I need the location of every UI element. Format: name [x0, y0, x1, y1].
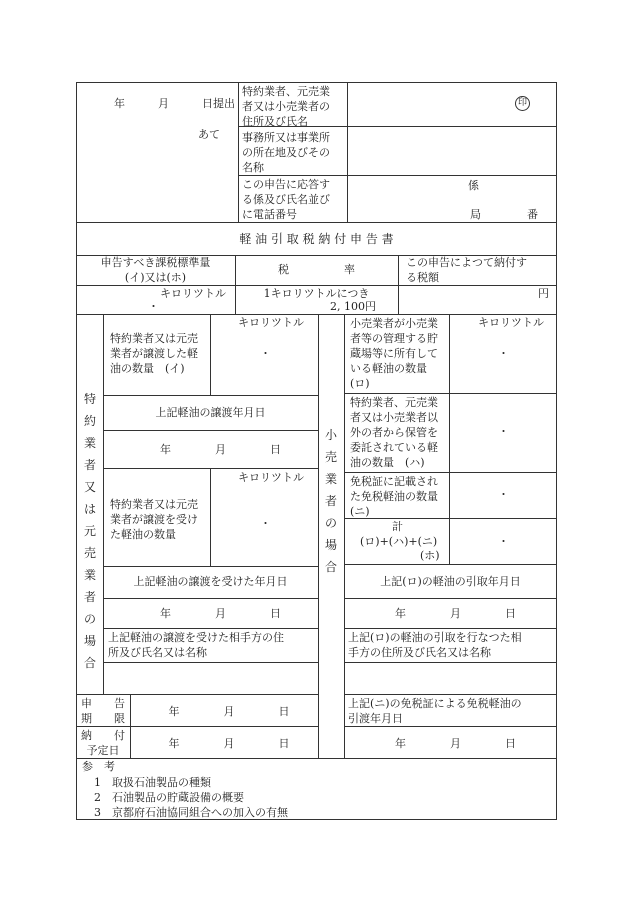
summary-bottom-line [76, 314, 557, 315]
left-dot-1: ・ [260, 347, 271, 360]
title-top-line [76, 222, 557, 223]
retailer-stock-label: 小売業者が小売業 者等の管理する貯 蔵場等に所有して いる軽油の数量 (ロ) [350, 317, 438, 390]
middle-col-right-line [344, 314, 345, 758]
filing-date: 年 月 日提出 [114, 97, 235, 110]
right-row-line-9 [344, 726, 557, 727]
right-dot-2: ・ [498, 425, 509, 438]
left-row-line-6 [103, 628, 318, 629]
left-label-col-line [103, 314, 104, 694]
payment-date-ymd: 年 月 日 [168, 737, 290, 750]
total-code: (ホ) [420, 549, 440, 562]
right-row-line-2 [344, 472, 557, 473]
exempt-delivery-label: 上記(ニ)の免税証による免税軽油の 引渡年月日 [348, 697, 522, 725]
contact-kakari: 係 [468, 179, 479, 192]
applicant-label: 特約業者、元売業 者又は小売業者の 住所及び氏名 [242, 85, 330, 128]
tax-rate-line1: 1キロリツトルにつき [263, 287, 370, 300]
received-date-label: 上記軽油の譲渡を受けた年月日 [133, 575, 288, 588]
reference-top-line [76, 758, 557, 759]
received-quantity-label: 特約業者又は元売 業者が譲渡を受け た軽油の数量 [110, 498, 198, 541]
contact-ban: 番 [527, 208, 538, 221]
header-divider-left [238, 82, 239, 222]
tax-amount-header: この申告によつて納付す る税額 [406, 256, 527, 284]
pickup-date-ymd: 年 月 日 [395, 607, 516, 620]
left-section-vertical-label: 特 約 業 者 又 は 元 売 業 者 の 場 合 [83, 392, 96, 670]
consigned-quantity-label: 特約業者、元売業 者又は小売業者以 外の者から保管を 委託されている軽 油の数量 (ハ) [350, 396, 438, 469]
right-row-line-1 [344, 393, 557, 394]
header-row-line-2 [238, 175, 557, 176]
office-label: 事務所又は事業所 の所在地及びその 名称 [242, 131, 330, 174]
contact-label: この申告に応答す る係及び氏名並び に電話番号 [242, 178, 330, 221]
addressee: あて [198, 128, 220, 141]
right-row-line-8 [344, 694, 557, 695]
left-sub-col-line-1 [210, 314, 211, 395]
reference-item-2: 2 石油製品の貯蔵設備の概要 [94, 791, 244, 804]
form-title: 軽 油 引 取 税 納 付 申 告 書 [239, 232, 394, 246]
pickup-date-label: 上記(ロ)の軽油の引取年月日 [380, 575, 521, 588]
left-sub-col-line-2 [210, 468, 211, 566]
right-row-line-6 [344, 628, 557, 629]
filing-deadline-label: 申 告 期 限 [81, 697, 125, 725]
left-row-line-2 [103, 430, 318, 431]
transfer-date-label: 上記軽油の譲渡年月日 [155, 406, 266, 419]
tax-rate-header: 税 率 [278, 263, 355, 276]
counterparty-label: 上記軽油の譲渡を受けた相手方の住 所及び氏名又は名称 [108, 631, 284, 659]
right-row-line-4 [344, 564, 557, 565]
received-date-ymd: 年 月 日 [160, 607, 281, 620]
left-unit-kl-2: キロリツトル [238, 471, 304, 484]
middle-col-left-line [318, 314, 319, 758]
total-formula: (ロ)+(ハ)+(ニ) [360, 535, 438, 548]
right-unit-kl: キロリツトル [478, 316, 544, 329]
left-row-line-1 [103, 395, 318, 396]
contact-kyoku: 局 [470, 208, 481, 221]
total-label: 計 [392, 520, 403, 533]
filing-deadline-ymd: 年 月 日 [168, 705, 290, 718]
taxable-quantity-header: 申告すべき課税標準量 (イ)又は(ホ) [100, 256, 211, 284]
right-dot-4: ・ [498, 535, 509, 548]
seal-mark: 印 [515, 96, 530, 111]
header-divider-right [347, 82, 348, 222]
pickup-party-label: 上記(ロ)の軽油の引取を行なつた相 手方の住所及び氏名又は名称 [348, 631, 522, 659]
exempt-delivery-ymd: 年 月 日 [395, 737, 516, 750]
summary-decimal-dot: ・ [148, 300, 159, 313]
transfer-date-ymd: 年 月 日 [160, 443, 281, 456]
left-row-line-5 [103, 598, 318, 599]
summary-mid-line [76, 285, 557, 286]
tax-rate-line2: 2, 100円 [330, 300, 376, 313]
summary-col-line-2 [398, 255, 399, 314]
right-dot-3: ・ [498, 488, 509, 501]
right-row-line-5 [344, 598, 557, 599]
reference-heading: 参 考 [82, 760, 115, 773]
right-dot-1: ・ [498, 347, 509, 360]
transferred-quantity-label: 特約業者又は元売 業者が譲渡した軽 油の数量 (イ) [110, 332, 198, 375]
reference-item-3: 3 京都府石油協同組合への加入の有無 [94, 806, 288, 819]
left-unit-kl-1: キロリツトル [238, 316, 304, 329]
left-dot-2: ・ [260, 517, 271, 530]
right-sub-col-line [449, 314, 450, 564]
left-row-line-7 [103, 662, 318, 663]
deadline-row-line [76, 726, 318, 727]
right-row-line-7 [344, 662, 557, 663]
reference-item-1: 1 取扱石油製品の種類 [94, 776, 211, 789]
left-section-bottom-line [76, 694, 318, 695]
right-section-vertical-label: 小 売 業 者 の 場 合 [324, 428, 337, 574]
summary-unit-kl: キロリツトル [160, 287, 226, 300]
summary-unit-yen: 円 [538, 287, 549, 300]
payment-date-label: 納 付 予定日 [81, 729, 125, 757]
left-row-line-4 [103, 566, 318, 567]
exempt-quantity-label: 免税証に記載され た免税軽油の数量 (ニ) [350, 475, 438, 518]
